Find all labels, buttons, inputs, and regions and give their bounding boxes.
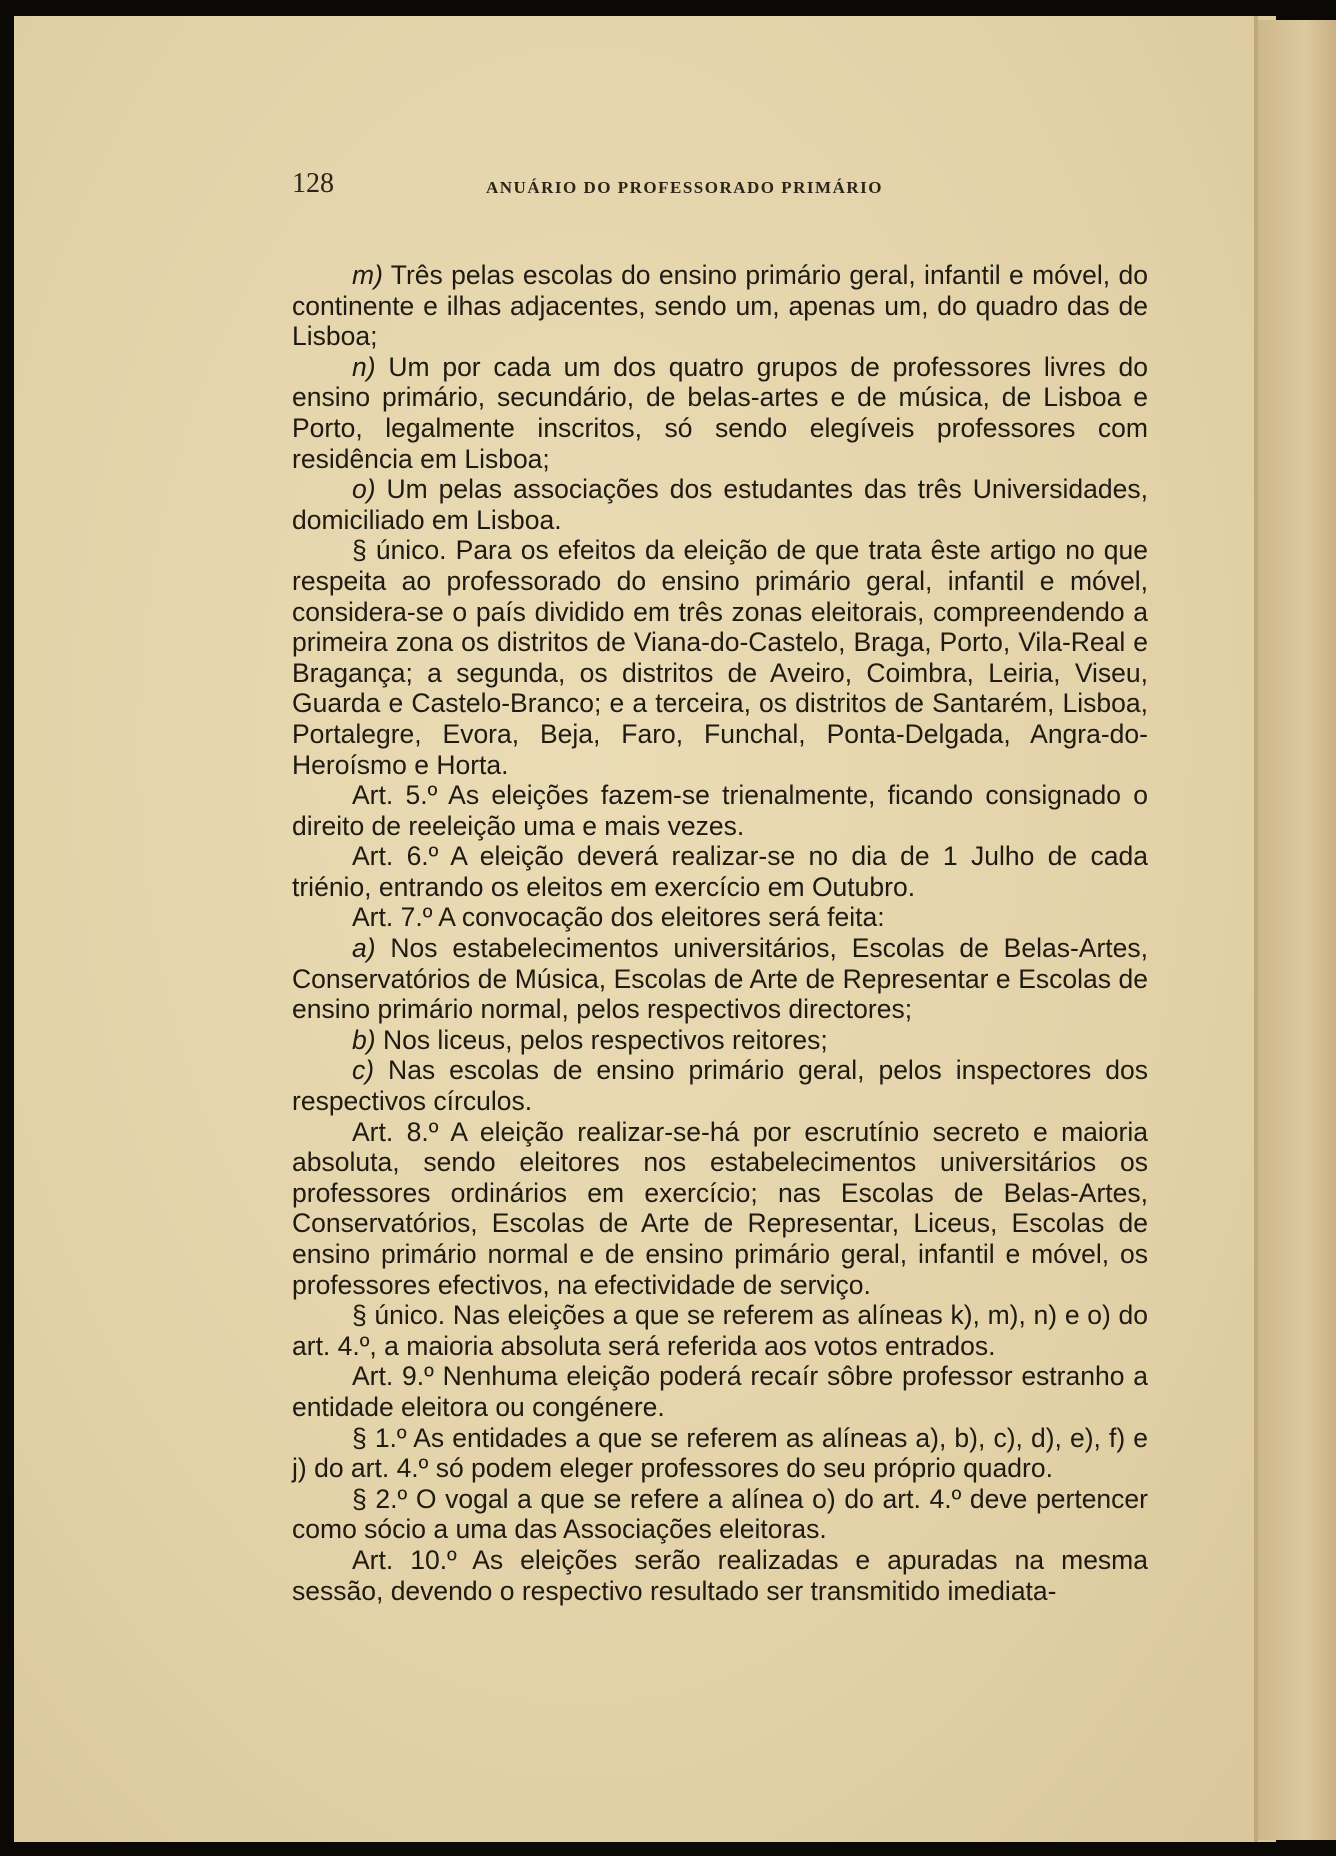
paragraph bbox=[292, 260, 1148, 352]
paragraph bbox=[292, 1545, 1148, 1606]
body-text bbox=[292, 260, 1148, 1606]
paragraph bbox=[292, 841, 1148, 902]
paragraph bbox=[292, 1300, 1148, 1361]
paragraph-text: Art. 7.º A convocação dos eleitores será feita: bbox=[352, 902, 885, 933]
paragraph bbox=[292, 1423, 1148, 1484]
paragraph-text: Art. 9.º Nenhuma eleição poderá recaír sôbre professor estranho a entidade eleitora ou congénere. bbox=[292, 1361, 1148, 1422]
paragraph-text: Um pelas associações dos estudantes das três Universidades, domiciliado em Lisboa. bbox=[292, 474, 1148, 535]
next-page-edge bbox=[1258, 20, 1336, 1840]
paragraph bbox=[292, 535, 1148, 780]
item-mark: c) bbox=[352, 1055, 375, 1086]
paragraph-text: § único. Nas eleições a que se referem as alíneas k), m), n) e o) do art. 4.º, a maioria absoluta será referida aos votos entrados. bbox=[292, 1300, 1148, 1361]
paragraph bbox=[292, 1361, 1148, 1422]
paragraph-text: Art. 6.º A eleição deverá realizar-se no dia de 1 Julho de cada triénio, entrando os eleitos em exercício em Outubro. bbox=[292, 841, 1148, 902]
paragraph-text: § 2.º O vogal a que se refere a alínea o) do art. 4.º deve pertencer como sócio a uma das Associações eleitoras. bbox=[292, 1483, 1148, 1545]
paragraph-text: § 1.º As entidades a que se referem as alíneas a), b), c), d), e), f) e j) do art. 4.º só podem eleger professores do seu próprio quadro. bbox=[292, 1422, 1148, 1484]
paragraph bbox=[292, 780, 1148, 841]
paragraph bbox=[292, 902, 1148, 933]
item-mark: o) bbox=[352, 474, 376, 505]
running-head: ANUÁRIO DO PROFESSORADO PRIMÁRIO bbox=[486, 178, 883, 197]
page-number: 128 bbox=[292, 168, 334, 199]
paragraph bbox=[292, 352, 1148, 474]
paragraph bbox=[292, 1055, 1148, 1116]
paragraph bbox=[292, 1117, 1148, 1301]
paragraph-text: Três pelas escolas do ensino primário geral, infantil e móvel, do continente e ilhas adjacentes, sendo um, apenas um, do quadro das de Lisboa; bbox=[292, 260, 1148, 352]
item-mark: m) bbox=[352, 260, 383, 290]
item-mark: b) bbox=[352, 1024, 376, 1055]
paragraph bbox=[292, 474, 1148, 535]
page-header bbox=[292, 168, 1012, 200]
paragraph-text: Nas escolas de ensino primário geral, pelos inspectores dos respectivos círculos. bbox=[292, 1055, 1148, 1117]
paragraph bbox=[292, 933, 1148, 1025]
item-mark: n) bbox=[352, 351, 376, 382]
paragraph-text: Art. 8.º A eleição realizar-se-há por escrutínio secreto e maioria absoluta, sendo eleitores nos estabelecimentos universitários os professores ordinários em exercício; nas Escolas de Belas-Artes, Conservatórios, Escolas de Arte de Representar, Liceus, Escolas de ensino primário normal e de ensino primário geral, infantil e móvel, os professores efectivos, na efectividade de serviço. bbox=[292, 1116, 1148, 1300]
paragraph bbox=[292, 1025, 1148, 1056]
paragraph-text: Art. 10.º As eleições serão realizadas e apuradas na mesma sessão, devendo o respectivo resultado ser transmitido imediata- bbox=[292, 1544, 1148, 1606]
item-mark: a) bbox=[352, 933, 376, 964]
paragraph-text: Nos liceus, pelos respectivos reitores; bbox=[375, 1024, 828, 1055]
paragraph bbox=[292, 1484, 1148, 1545]
paragraph-text: § único. Para os efeitos da eleição de que trata êste artigo no que respeita ao professorado do ensino primário geral, infantil e móvel, considera-se o país dividido em três zonas eleitorais, compreendendo a primeira zona os distritos de Viana-do-Castelo, Braga, Porto, Vila-Real e Bragança; a segunda, os distritos de Aveiro, Coimbra, Leiria, Viseu, Guarda e Castelo-Branco; e a terceira, os distritos de Santarém, Lisboa, Portalegre, Evora, Beja, Faro, Funchal, Ponta-Delgada, Angra-do-Heroísmo e Horta. bbox=[292, 535, 1148, 780]
paragraph-text: Nos estabelecimentos universitários, Escolas de Belas-Artes, Conservatórios de Música, Escolas de Arte de Representar e Escolas de ensino primário normal, pelos respectivos directores; bbox=[292, 933, 1148, 1025]
paragraph-text: Um por cada um dos quatro grupos de professores livres do ensino primário, secundário, de belas-artes e de música, de Lisboa e Porto, legalmente inscritos, só sendo elegíveis professores com residência em Lisboa; bbox=[292, 351, 1148, 474]
paragraph-text: Art. 5.º As eleições fazem-se trienalmente, ficando consignado o direito de reeleição uma e mais vezes. bbox=[292, 780, 1148, 841]
